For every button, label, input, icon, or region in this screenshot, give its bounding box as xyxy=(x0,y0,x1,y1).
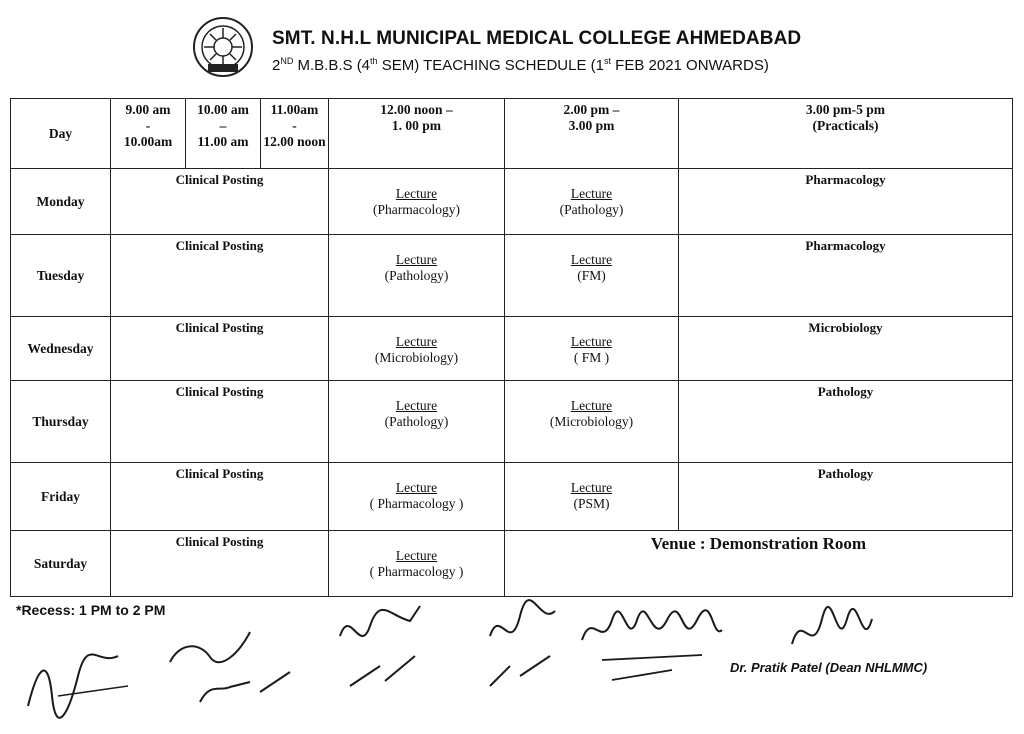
day-cell: Saturday xyxy=(11,531,111,597)
header-slot-4: 12.00 noon – 1. 00 pm xyxy=(329,99,505,169)
table-row xyxy=(11,235,1013,317)
practical-cell: Pharmacology xyxy=(679,169,1013,235)
afternoon-lecture-cell: Lecture (Microbiology) xyxy=(505,381,679,463)
header-day: Day xyxy=(11,99,111,169)
header-slot-6: 3.00 pm-5 pm (Practicals) xyxy=(679,99,1013,169)
dean-signature-label: Dr. Pratik Patel (Dean NHLMMC) xyxy=(730,660,928,675)
signature-5-icon xyxy=(572,600,732,690)
clinical-posting-cell: Clinical Posting xyxy=(111,531,329,597)
day-cell: Tuesday xyxy=(11,235,111,317)
clinical-posting-cell: Clinical Posting xyxy=(111,317,329,381)
table-row xyxy=(11,317,1013,381)
day-cell: Wednesday xyxy=(11,317,111,381)
noon-lecture-cell: Lecture (Pathology) xyxy=(329,235,505,317)
signature-3-icon xyxy=(330,596,460,696)
header-slot-5: 2.00 pm – 3.00 pm xyxy=(505,99,679,169)
day-cell: Monday xyxy=(11,169,111,235)
document-header xyxy=(0,14,1024,84)
noon-lecture-cell: Lecture ( Pharmacology ) xyxy=(329,531,505,597)
practical-cell: Pathology xyxy=(679,381,1013,463)
table-row xyxy=(11,463,1013,531)
recess-note: *Recess: 1 PM to 2 PM xyxy=(16,602,166,618)
day-cell: Thursday xyxy=(11,381,111,463)
venue-cell: Venue : Demonstration Room xyxy=(505,531,1013,597)
signature-2-icon xyxy=(160,612,300,712)
page-subtitle: 2ND M.B.B.S (4th SEM) TEACHING SCHEDULE (1st FEB 2021 ONWARDS) xyxy=(272,56,769,74)
afternoon-lecture-cell: Lecture (FM) xyxy=(505,235,679,317)
college-seal-icon xyxy=(192,16,254,78)
clinical-posting-cell: Clinical Posting xyxy=(111,463,329,531)
practical-cell: Pathology xyxy=(679,463,1013,531)
page-title: SMT. N.H.L MUNICIPAL MEDICAL COLLEGE AHMEDABAD xyxy=(272,28,802,49)
afternoon-lecture-cell: Lecture (PSM) xyxy=(505,463,679,531)
table-row xyxy=(11,531,1013,597)
day-cell: Friday xyxy=(11,463,111,531)
table-row xyxy=(11,169,1013,235)
signature-1-icon xyxy=(18,636,138,722)
afternoon-lecture-cell: Lecture (Pathology) xyxy=(505,169,679,235)
afternoon-lecture-cell: Lecture ( FM ) xyxy=(505,317,679,381)
header-slot-2: 10.00 am – 11.00 am xyxy=(186,99,261,169)
header-slot-1: 9.00 am - 10.00am xyxy=(111,99,186,169)
table-header-row xyxy=(11,99,1013,169)
clinical-posting-cell: Clinical Posting xyxy=(111,235,329,317)
table-row xyxy=(11,381,1013,463)
teaching-schedule-table xyxy=(10,98,1013,597)
noon-lecture-cell: Lecture (Pathology) xyxy=(329,381,505,463)
signature-6-icon xyxy=(782,604,882,666)
noon-lecture-cell: Lecture (Pharmacology) xyxy=(329,169,505,235)
noon-lecture-cell: Lecture (Microbiology) xyxy=(329,317,505,381)
practical-cell: Microbiology xyxy=(679,317,1013,381)
clinical-posting-cell: Clinical Posting xyxy=(111,381,329,463)
noon-lecture-cell: Lecture ( Pharmacology ) xyxy=(329,463,505,531)
header-slot-3: 11.00am - 12.00 noon xyxy=(261,99,329,169)
practical-cell: Pharmacology xyxy=(679,235,1013,317)
signature-4-icon xyxy=(480,596,570,696)
clinical-posting-cell: Clinical Posting xyxy=(111,169,329,235)
